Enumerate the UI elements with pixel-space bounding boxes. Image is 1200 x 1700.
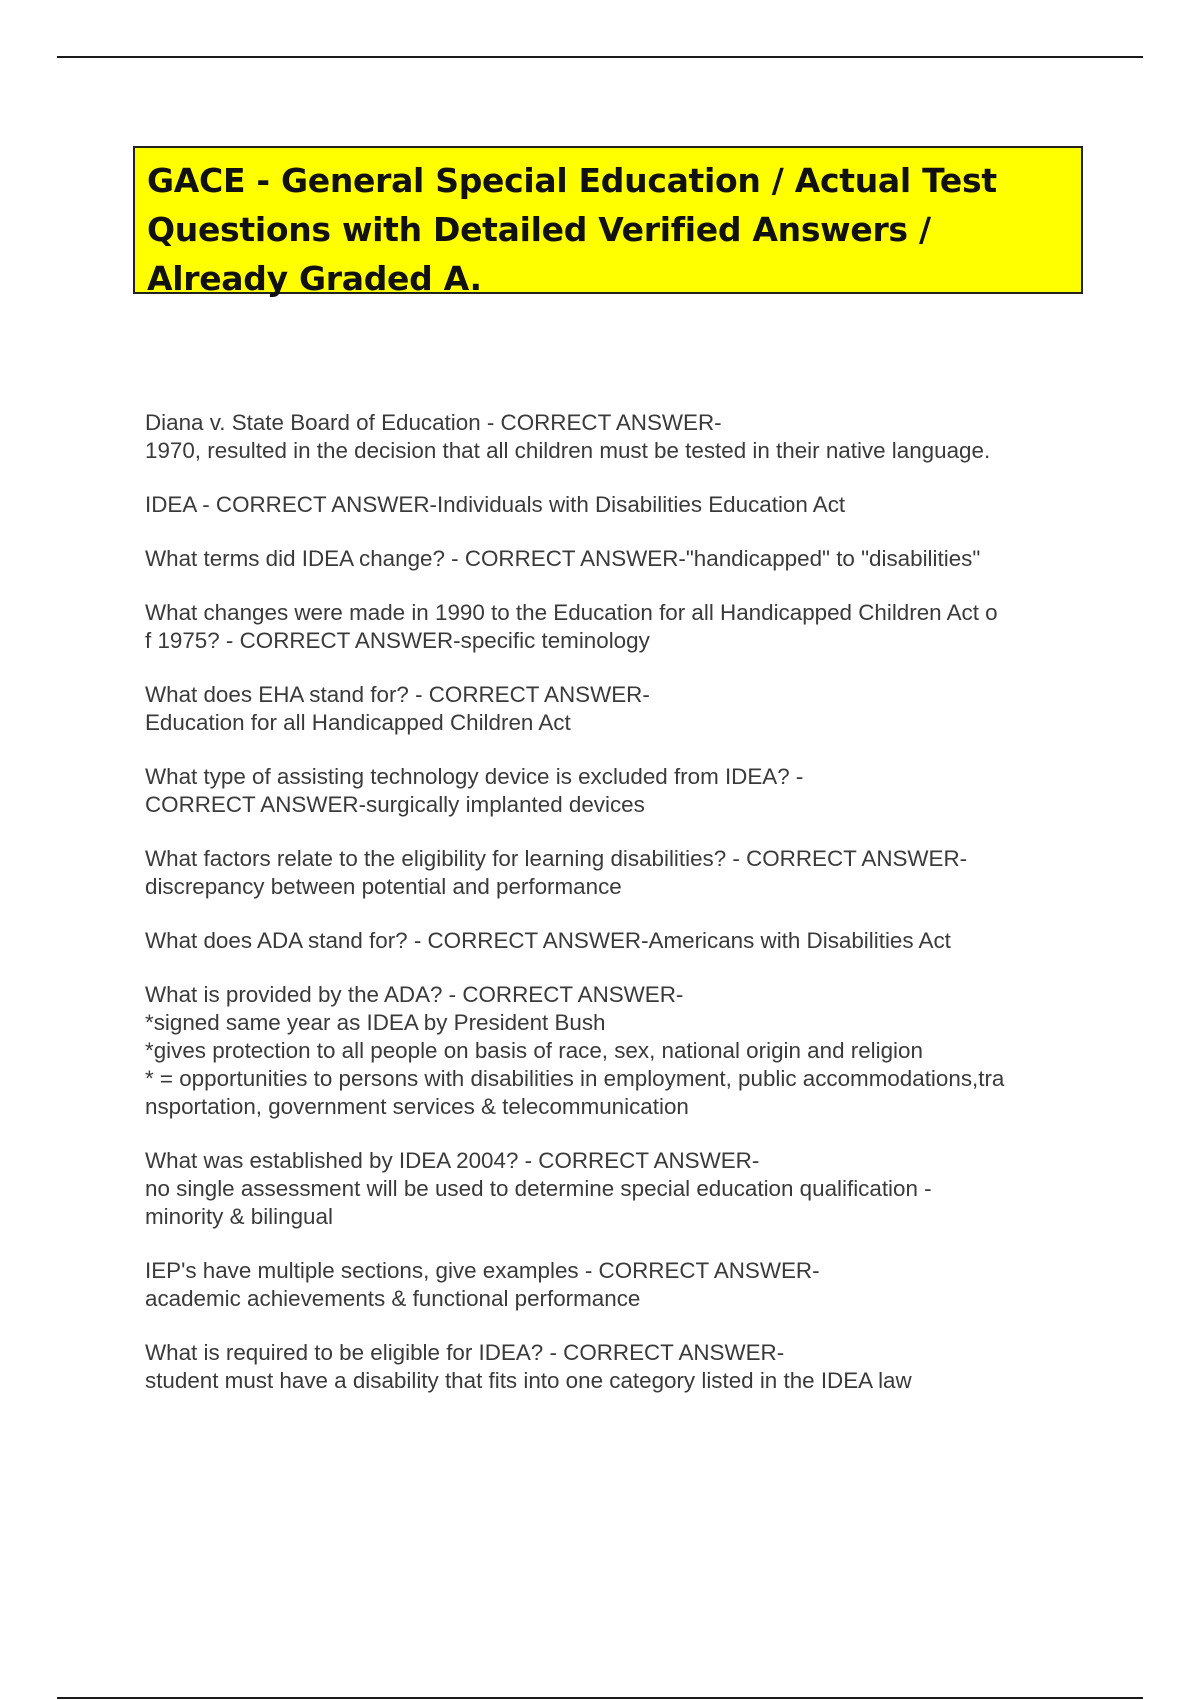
qa-entry: What does ADA stand for? - CORRECT ANSWER-Americans with Disabilities Act xyxy=(145,928,951,953)
qa-entry: Diana v. State Board of Education - CORRECT ANSWER- 1970, resulted in the decision that all children must be tested in their native language. xyxy=(145,410,991,463)
qa-entry: IEP's have multiple sections, give examples - CORRECT ANSWER- academic achievements & functional performance xyxy=(145,1258,820,1311)
qa-entry: What factors relate to the eligibility for learning disabilities? - CORRECT ANSWER- discrepancy between potential and performance xyxy=(145,846,968,899)
qa-entry: What changes were made in 1990 to the Education for all Handicapped Children Act o f 1975? - CORRECT ANSWER-specific teminology xyxy=(145,600,998,653)
qa-entry: What type of assisting technology device is excluded from IDEA? - CORRECT ANSWER-surgically implanted devices xyxy=(145,764,804,817)
qa-entry: What was established by IDEA 2004? - CORRECT ANSWER- no single assessment will be used to determine special education qualification - minority & bilingual xyxy=(145,1148,932,1229)
title-box xyxy=(133,146,1083,298)
qa-entry: IDEA - CORRECT ANSWER-Individuals with Disabilities Education Act xyxy=(145,492,846,517)
qa-entry: What is provided by the ADA? - CORRECT ANSWER- *signed same year as IDEA by President Bush *gives protection to all people on basis of race, sex, national origin and religion * = opportunities to persons with disabilities in employment, public accommodations,tra nsportation, government services & telecommunication xyxy=(145,982,1005,1119)
bottom-rule xyxy=(57,1697,1143,1699)
qa-list xyxy=(145,409,1145,1421)
qa-entry: What terms did IDEA change? - CORRECT ANSWER-"handicapped" to "disabilities" xyxy=(145,546,981,571)
qa-entry: What is required to be eligible for IDEA? - CORRECT ANSWER- student must have a disability that fits into one category listed in the IDEA law xyxy=(145,1340,912,1393)
qa-entry: What does EHA stand for? - CORRECT ANSWER- Education for all Handicapped Children Act xyxy=(145,682,650,735)
document-title: GACE - General Special Education / Actual Test Questions with Detailed Verified Answers / Already Graded A. xyxy=(147,161,997,298)
top-rule xyxy=(57,56,1143,58)
